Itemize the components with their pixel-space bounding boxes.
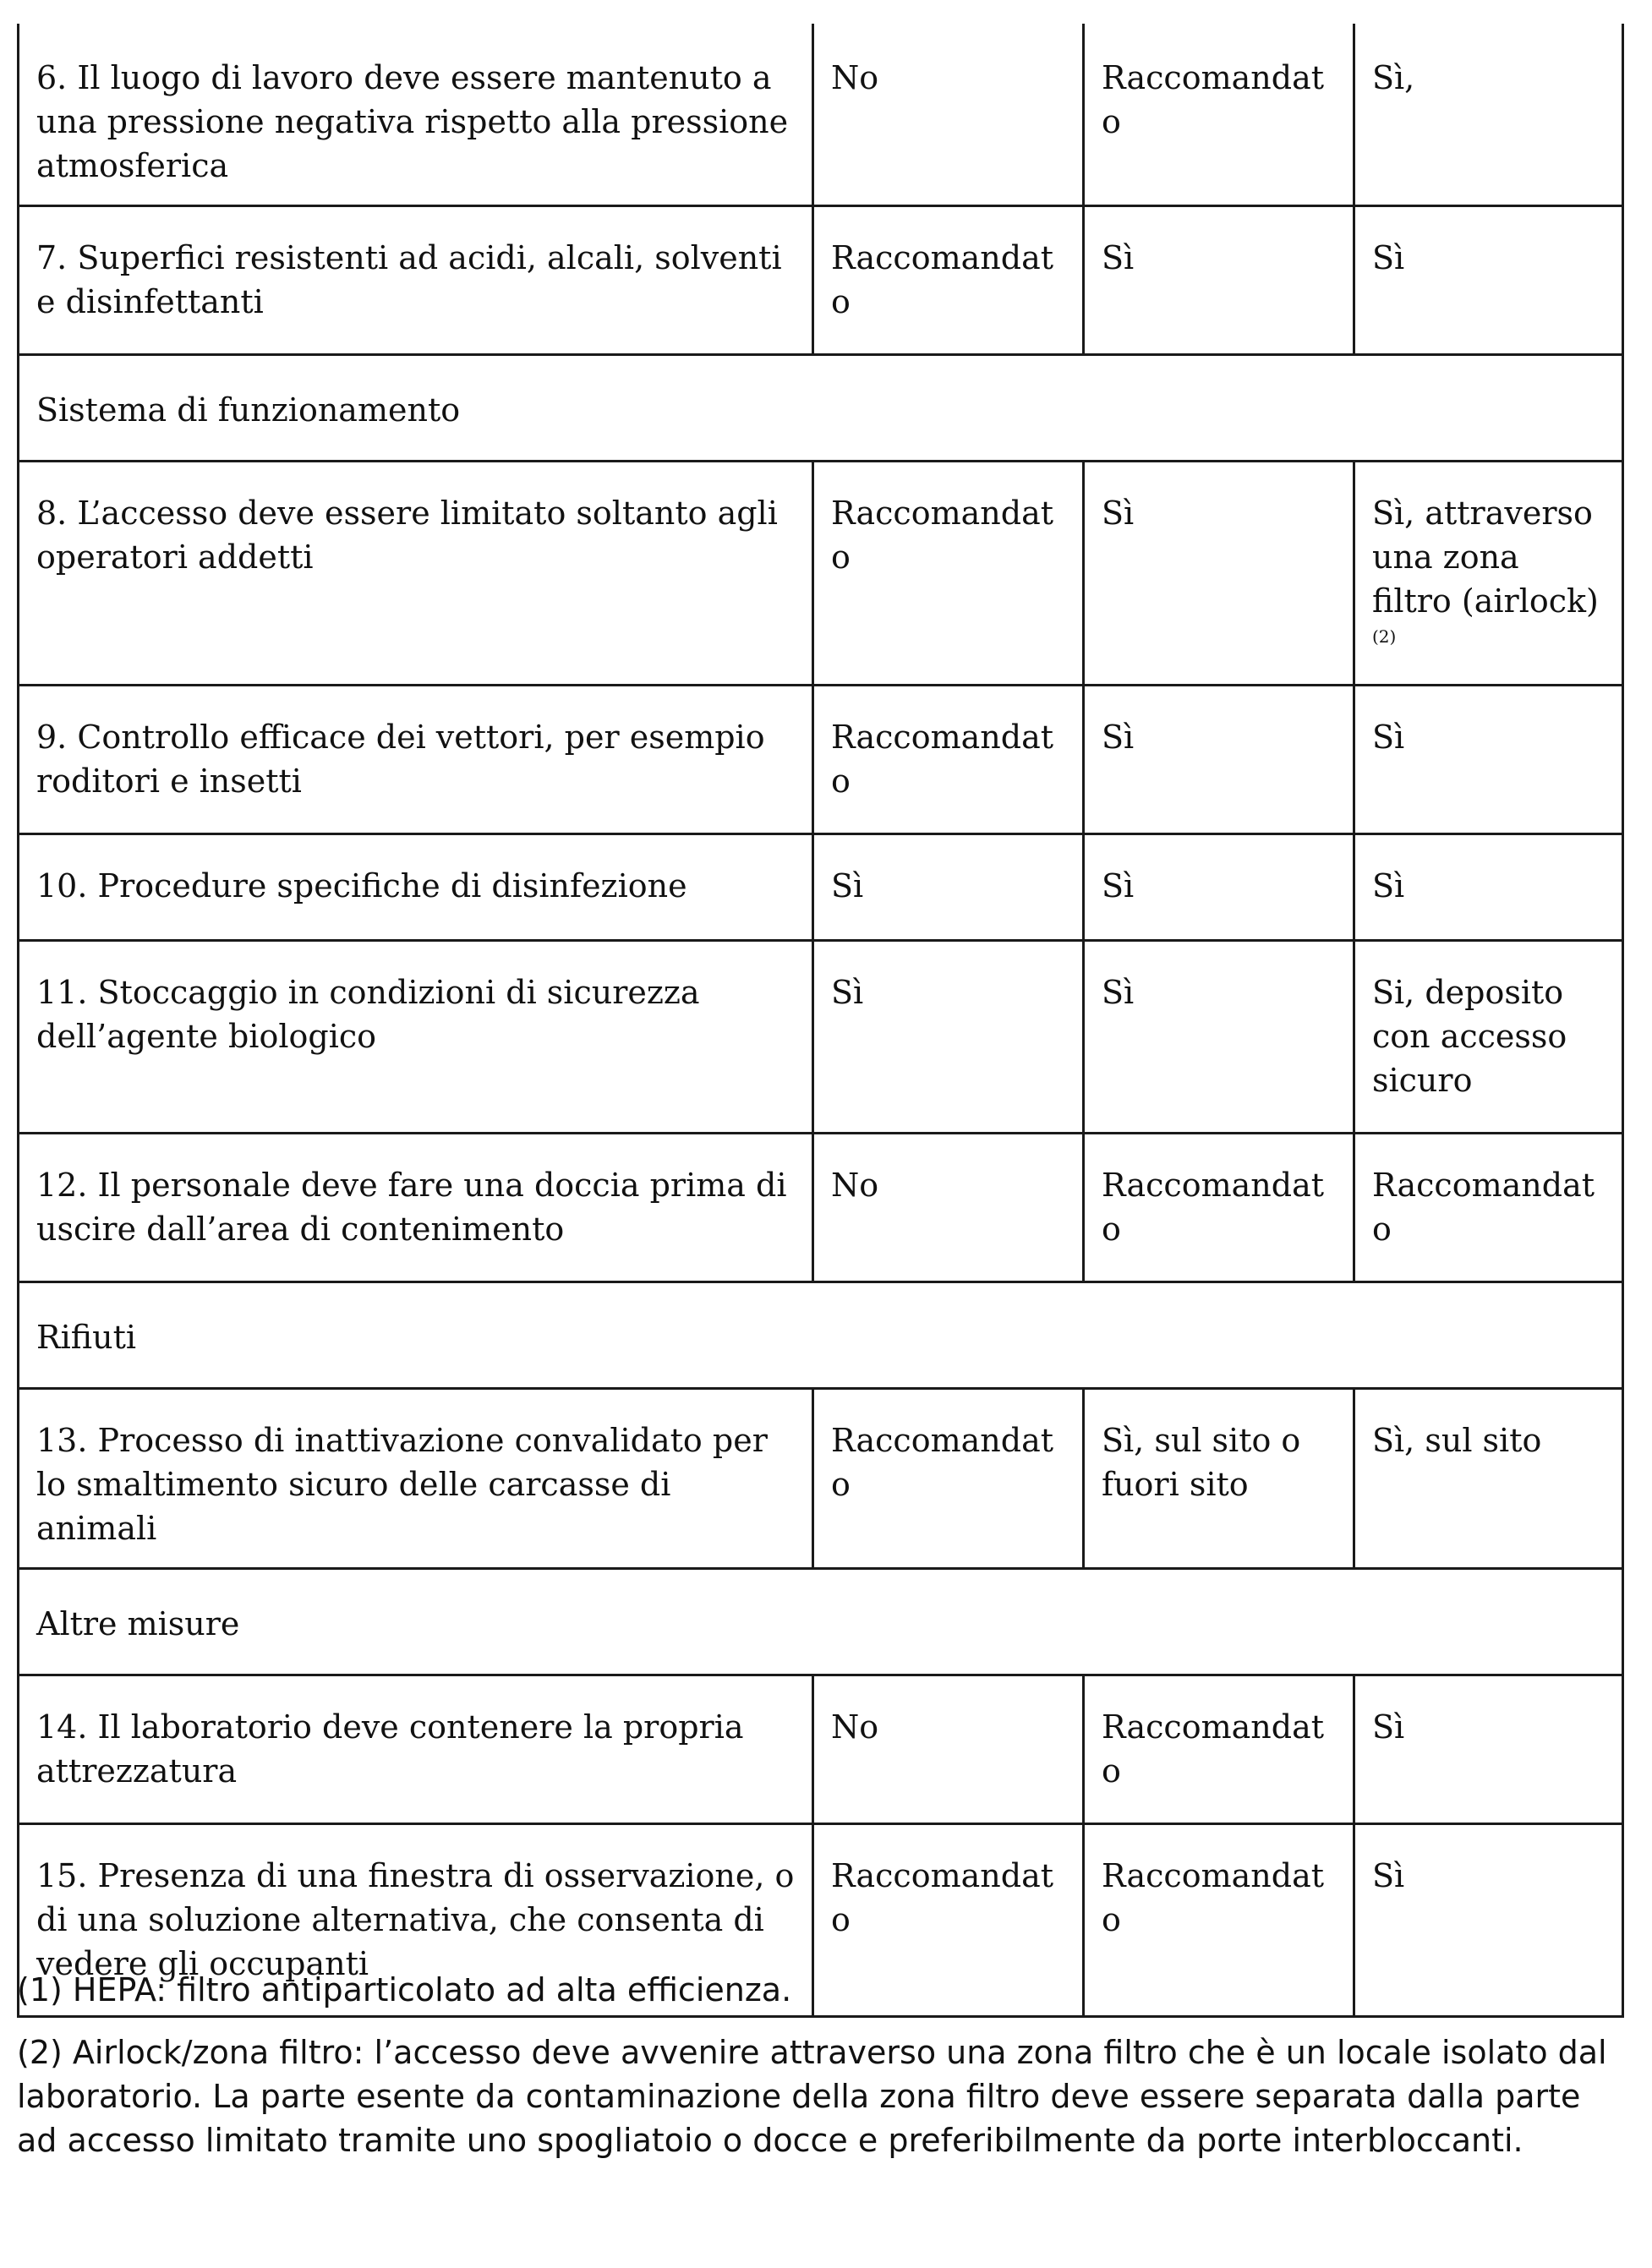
level-4-cell: Sì (1354, 206, 1623, 355)
level-4-cell: Sì, (1354, 24, 1623, 206)
level-3-cell: Sì (1084, 941, 1354, 1134)
level-3-cell: Sì, sul sito o fuori sito (1084, 1389, 1354, 1569)
table-row (19, 834, 1623, 941)
measure-cell: 6. Il luogo di lavoro deve essere mantenuto a una pressione negativa rispetto alla pressione atmosferica (19, 24, 813, 206)
footnote-1: (1) HEPA: filtro antiparticolato ad alta efficienza. (17, 1971, 792, 2008)
section-heading: Rifiuti (19, 1282, 1623, 1389)
section-row (19, 355, 1623, 462)
footnote-2: (2) Airlock/zona filtro: l’accesso deve avvenire attraverso una zona filtro che è un locale isolato dal laboratorio. La parte esente da contaminazione della zona filtro deve essere separata dalla parte ad accesso limitato tramite uno spogliatoio o docce e preferibilmente da porte interbloccanti. (17, 2034, 1607, 2159)
measure-cell: 7. Superfici resistenti ad acidi, alcali, solventi e disinfettanti (19, 206, 813, 355)
measure-cell: 10. Procedure specifiche di disinfezione (19, 834, 813, 941)
level-2-cell: No (813, 24, 1084, 206)
level-2-cell: No (813, 1675, 1084, 1824)
table-row (19, 1389, 1623, 1569)
section-row (19, 1282, 1623, 1389)
measure-cell: 14. Il laboratorio deve contenere la propria attrezzatura (19, 1675, 813, 1824)
footnote-ref-2: (2) (1372, 626, 1397, 647)
level-3-cell: Raccomandato (1084, 24, 1354, 206)
level-3-cell: Sì (1084, 686, 1354, 834)
level-2-cell: Raccomandato (813, 206, 1084, 355)
table-row (19, 1134, 1623, 1282)
level-2-cell: Raccomandato (813, 462, 1084, 686)
level-4-cell: Sì (1354, 1824, 1623, 2017)
measure-cell: 9. Controllo efficace dei vettori, per esempio roditori e insetti (19, 686, 813, 834)
measure-cell: 8. L’accesso deve essere limitato soltanto agli operatori addetti (19, 462, 813, 686)
level-4-cell: Sì (1354, 834, 1623, 941)
table-row (19, 24, 1623, 206)
level-4-cell: Sì, sul sito (1354, 1389, 1623, 1569)
measure-cell: 11. Stoccaggio in condizioni di sicurezza dell’agente biologico (19, 941, 813, 1134)
table-row (19, 462, 1623, 686)
level-2-cell: Sì (813, 941, 1084, 1134)
level-3-cell: Raccomandato (1084, 1824, 1354, 2017)
level-4-cell: Si, deposito con accesso sicuro (1354, 941, 1623, 1134)
table-row (19, 941, 1623, 1134)
measure-cell: 13. Processo di inattivazione convalidato per lo smaltimento sicuro delle carcasse di animali (19, 1389, 813, 1569)
level-2-cell: Raccomandato (813, 686, 1084, 834)
table-row (19, 206, 1623, 355)
level-4-cell: Sì (1354, 686, 1623, 834)
level-3-cell: Sì (1084, 462, 1354, 686)
level-2-cell: Sì (813, 834, 1084, 941)
level-4-cell: Sì (1354, 1675, 1623, 1824)
table-row (19, 686, 1623, 834)
level-4-text: Sì, attraverso una zona filtro (airlock) (1372, 495, 1599, 620)
level-2-cell: Raccomandato (813, 1824, 1084, 2017)
level-2-cell: Raccomandato (813, 1389, 1084, 1569)
section-heading: Altre misure (19, 1569, 1623, 1675)
level-3-cell: Raccomandato (1084, 1134, 1354, 1282)
level-4-cell: Raccomandato (1354, 1134, 1623, 1282)
measure-cell: 12. Il personale deve fare una doccia prima di uscire dall’area di contenimento (19, 1134, 813, 1282)
section-heading: Sistema di funzionamento (19, 355, 1623, 462)
section-row (19, 1569, 1623, 1675)
level-3-cell: Raccomandato (1084, 1675, 1354, 1824)
level-2-cell: No (813, 1134, 1084, 1282)
measure-cell: 15. Presenza di una finestra di osservazione, o di una soluzione alternativa, che consenta di vedere gli occupanti (19, 1824, 813, 2017)
level-4-cell (1354, 462, 1623, 686)
level-3-cell: Sì (1084, 834, 1354, 941)
table-row (19, 1675, 1623, 1824)
containment-measures-table (17, 24, 1624, 2018)
level-3-cell: Sì (1084, 206, 1354, 355)
footnotes (17, 1968, 1623, 2181)
